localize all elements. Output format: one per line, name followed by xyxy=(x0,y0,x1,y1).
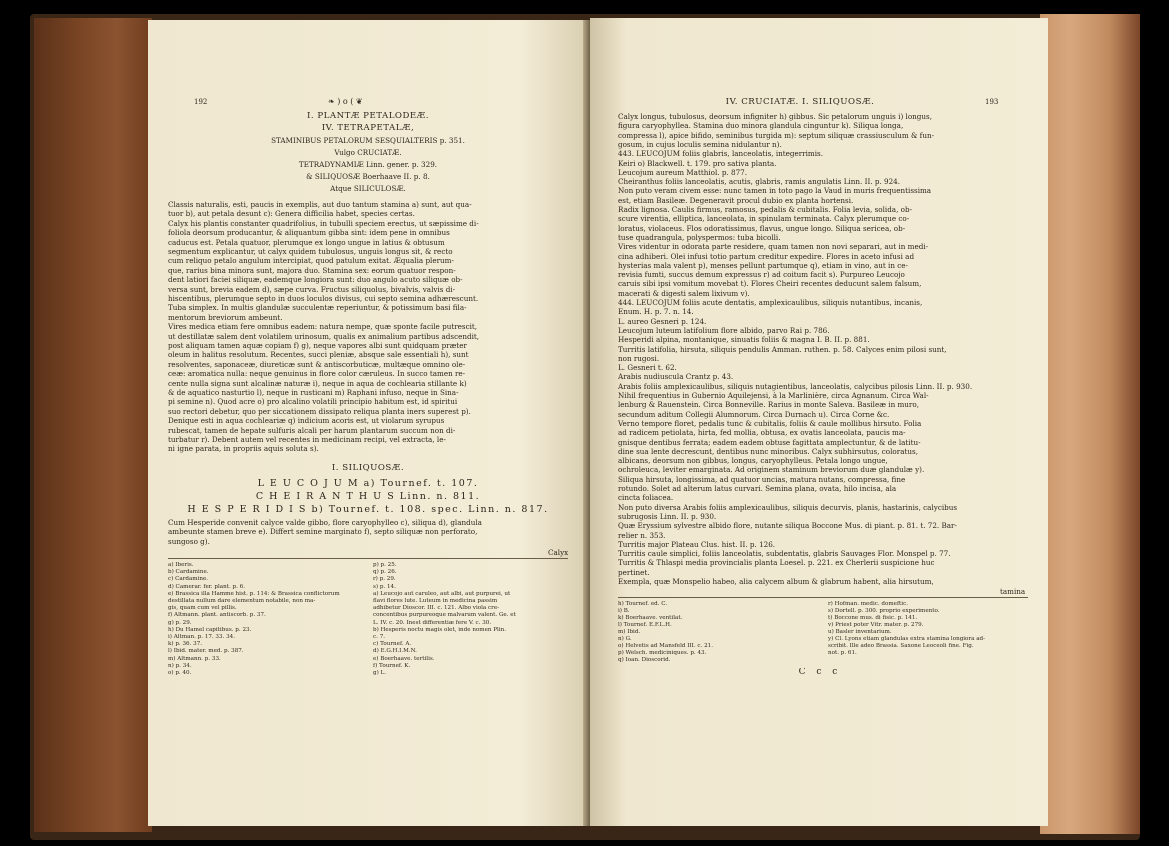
genus-line: L E U C O J U M a) Tournef. t. 107. xyxy=(257,478,479,488)
body-text-line: Radix lignosa. Caulis firmus, ramosus, pedalis & cubitalis. Folia levia, solida, ob- xyxy=(618,205,913,214)
body-text-line: L. aureo Gesneri p. 124. xyxy=(618,316,707,326)
footnote: e) Brassica illa Hamme hist. p. 114: & Brassica conflictorum xyxy=(168,590,340,597)
footnote: o) Helvetis ad Mansfeld III. c. 21. xyxy=(618,643,713,650)
footnote: g) L. xyxy=(373,670,387,676)
footnote: s) Dortell. p. 300. proprio experimento. xyxy=(828,608,940,615)
body-text-line: ambeunte stamen breve e). Differt semine marginato f), septo siliquæ non perforato, xyxy=(168,527,478,537)
body-text-line: Cheiranthus foliis lanceolatis, acutis, glabris, ramis angulatis Linn. II. p. 924. xyxy=(618,177,901,187)
footnote: d) Camerar. fer. plant. p. 6. xyxy=(168,583,245,590)
footnote: c) Cardamine. xyxy=(168,576,209,583)
body-text-line: Verno tempore floret, pedalis tunc & cubitalis, foliis & caule mollibus hirsuto. Folia xyxy=(618,418,922,428)
body-text-line: tuse quadrangula, polyspermos: tuba bicolli. xyxy=(618,232,781,242)
body-text-line: Calyx his plantis constanter quadrifolius, in tubulli speciem erectus, ut sæpissime di- xyxy=(168,218,479,228)
body-text-line: Leucojum aureum Matthiol. p. 877. xyxy=(618,167,748,177)
body-text-line: Tuba simplex. In multis glandulæ succulentæ reperiuntur, & potissimum basi fila- xyxy=(168,303,467,313)
body-text-line: Turritis latifolia, hirsuta, siliquis pendulis Amman. ruthen. p. 58. Calyces enim pilosi sunt, xyxy=(618,344,947,354)
body-text-line: 443. LEUCOJUM foliis glabris, lanceolatis, integerrimis. xyxy=(618,149,824,159)
body-text-line: rubescat, tamen de hepate sulfuris alcali per harum plantarum succum non di- xyxy=(168,425,456,435)
body-text-line: lenburg & Rauenstein. Circa Bonneville. Rarius in monte Saleva. Basileæ in muro, xyxy=(618,400,919,410)
body-text-line: Calyx longus, tubulosus, deorsum infigniter h) gibbus. Sic petalorum unguis i) longus, xyxy=(618,112,932,121)
footnote: m) Ibid. xyxy=(618,629,641,636)
body-text-line: 444. LEUCOJUM foliis acute dentatis, amplexicaulibus, siliquis nutantibus, incanis, xyxy=(618,298,923,307)
footnote: t) Boccone mus. di fisic. p. 141. xyxy=(828,615,918,622)
footnote: L. IV. c. 20. Inest differentiæ fere V. c. 30. xyxy=(373,619,492,626)
body-text-line: Arabis foliis amplexicaulibus, siliquis nutagientibus, lanceolatis, calycibus pilosis Linn. II. p. 930. xyxy=(618,381,973,391)
body-text-line: resolventes, saponaceæ, diureticæ sunt & antiscorbuticæ, multæque omnino ole- xyxy=(168,359,466,369)
body-text-line: post aliquam tamen aquæ copiam f) g), neque vapores albi sunt quidquam præter xyxy=(168,341,467,350)
body-text-line: dent latiori faciei siliquæ, eademque longiora sunt: duo angulo acuto siliquæ ob- xyxy=(168,275,463,285)
footnote: i) B. xyxy=(618,608,630,615)
page-number: 192 xyxy=(194,98,208,106)
section-heading: & SILIQUOSÆ Boerhaave II. p. 8. xyxy=(306,172,430,181)
ornament-header: ❧ ) o ( ❦ xyxy=(328,97,363,106)
footnote: r) p. 29. xyxy=(373,576,396,583)
left-page xyxy=(148,20,588,826)
body-text-line: Arabis nudiuscula Crantz p. 43. xyxy=(618,372,734,382)
body-text-line: caducus est. Petala quatuor, plerumque ex longo ungue in latius & obtusum xyxy=(168,237,445,247)
footnote: m) Altmann. p. 33. xyxy=(168,655,221,662)
body-text-line: turbatur r). Debent autem vel recentes in medicinam recipi, vel extracta, le- xyxy=(168,435,446,444)
body-text-line: ut destillatæ salem dent volatilem urinosum, qualis ex animalium partibus adscendit, xyxy=(168,331,480,341)
body-text-line: Nihil frequentius in Gubernio Aquilejensi, à la Marlinière, circa Agnanum. Circa Wal- xyxy=(618,391,929,400)
footnote: b) Hesperis noctu magis olet, inde nomen Plin. xyxy=(373,626,507,633)
body-text-line: Non puto veram civem esse: nunc tamen in toto pago la Vaud in muris frequentissima xyxy=(618,186,932,196)
body-text-line: mentorum breviorum ambeunt. xyxy=(168,312,283,322)
section-heading: TETRADYNAMIÆ Linn. gener. p. 329. xyxy=(298,160,438,169)
body-text-line: loratus, violaceus. Flos odoratissimus, flavus, ungue longo. Siliqua sericea, ob- xyxy=(618,223,906,233)
body-text-line: Classis naturalis, esti, paucis in exemplis, aut duo tantum stamina a) sunt, aut qua- xyxy=(168,200,472,209)
genus-line: C H E I R A N T H U S Linn. n. 811. xyxy=(255,491,481,501)
left-cover-edge xyxy=(34,18,152,832)
footnote: y) Cl. Lyons etiam glandulas extra stamina longiora ad- xyxy=(828,636,986,643)
footnote: gis, quam cum vel pillis. xyxy=(168,605,237,612)
running-head: IV. CRUCIATÆ. I. SILIQUOSÆ. xyxy=(725,98,875,107)
body-text-line: Exempla, quæ Monspelio habeo, alia calycem album & glabrum habent, alia hirsutum, xyxy=(618,577,934,586)
footnote: p) Welsch. mediciniques. p. 43. xyxy=(618,650,707,657)
footnote: l) Tournef. E.F.L.H. xyxy=(618,622,672,629)
footnote: scribit. Ille adeo Brassia. Saxone Leoceoli fine. Fig. xyxy=(828,643,974,650)
footnote: destillata nullum dare elementum notabile, non ma- xyxy=(168,598,316,604)
body-text-line: sungoso g). xyxy=(168,536,210,546)
footnote: f) Altmann. plant. antiscorb. p. 37. xyxy=(168,612,266,619)
footnote: v) Priest poter Vitr. mater. p. 279. xyxy=(828,622,924,629)
body-text-line: scure virentia, elliptica, lanceolata, in spinulam terminata. Calyx plerumque co- xyxy=(618,214,910,224)
body-text-line: tuor b), aut petala desunt c): Genera difficilia habet, species certas. xyxy=(168,209,415,219)
body-text-line: ad radicem petiolata, hirta, fed mollia, obtusa, ex ovatis lanceolata, paucis ma- xyxy=(618,428,906,438)
body-text-line: suo rectori debetur, quo per siccationem dissipato reliqua planta iners superest p). xyxy=(168,406,471,416)
footnote: c. 7. xyxy=(373,634,386,640)
body-text-line: Enum. H. p. 7. n. 14. xyxy=(618,307,694,317)
body-text-line: albicans, deorsum non gibbus, longus, caryophylleus. Petala longo ungue, xyxy=(618,456,888,466)
body-text-line: revisia fumti, succus demum expressus r) ad coitum facit s). Purpureo Leucojo xyxy=(618,270,905,280)
body-text-line: Hesperidi alpina, montanique, sinuatis foliis & magna I. B. II. p. 881. xyxy=(618,335,870,345)
body-text-line: pertinet. xyxy=(618,567,650,577)
body-text-line: versa sunt, brevia eadem d), sæpe curva. Fructus siliquolus, bivalvis, valvis di- xyxy=(168,284,456,294)
body-text-line: Denique esti in aqua cochleariæ q) indicium acoris est, ut violarum syrupus xyxy=(168,416,445,426)
genus-line: H E S P E R I D I S b) Tournef. t. 108. spec. Linn. n. 817. xyxy=(187,504,549,514)
body-text-line: cum reliquo petalo angulum intercipiat, quod patulum exitat. Æqualia plerum- xyxy=(168,256,454,266)
body-text-line: rotundo. Solet ad alterum latus curvari. Semina plana, ovata, hilo incisa, ala xyxy=(618,484,897,493)
body-text-line: ceæ: aromatica nulla: neque genuinus in flore color cæruleus. In succo tamen re- xyxy=(168,369,466,379)
footnote: n) G. xyxy=(618,636,632,643)
section-heading: Atque SILICULOSÆ. xyxy=(330,184,406,193)
body-text-line: secundum aditum Collegii Alumnorum. Circa Durnach u). Circa Corne &c. xyxy=(618,409,890,419)
body-text-line: dine sua lente decrescunt, dentibus nunc minoribus. Calyx subhirsutus, coloratus, xyxy=(618,446,918,456)
signature-mark: C c c xyxy=(798,668,842,678)
footnote: o) p. 40. xyxy=(168,670,192,676)
footnote-rule xyxy=(168,558,568,559)
body-text-line: Siliqua hirsuta, longissima, ad quatuor uncias, matura nutans, compressa, fine xyxy=(618,474,906,484)
footnote: r) Hofman. medic. domeftic. xyxy=(828,601,909,608)
footnote: h) Tournef. ed. C. xyxy=(618,601,668,608)
body-text-line: cente nulla signa sunt alcalinæ naturæ i), neque in aqua de cochlearia stillante k) xyxy=(168,378,467,388)
footnote: k) p. 36. 37. xyxy=(168,641,203,648)
body-text-line: Quæ Eryssium sylvestre albido flore, nutante siliqua Boccone Mus. di piant. p. 81. t. 72. Bar- xyxy=(618,521,957,531)
body-text-line: figura caryophyllea. Stamina duo minora glandula cinguntur k). Siliqua longa, xyxy=(618,121,904,131)
body-text-line: oleum in halitus resolutum. Recentes, succi pleniæ, absque sale essentiali h), sunt xyxy=(168,350,469,360)
page-number: 193 xyxy=(985,98,999,106)
section-title: I. SILIQUOSÆ. xyxy=(331,463,405,473)
body-text-line: L. Gesneri t. 62. xyxy=(618,363,677,373)
body-text-line: ni igne parata, in propriis aquis soluta s). xyxy=(168,444,319,454)
body-text-line: Vires videntur in odorata parte residere, quam tamen non novi separari, aut in medi- xyxy=(618,242,929,252)
body-text-line: ochroleuca, leviter emarginata. Ad originem staminum breviorum duæ glandulæ y). xyxy=(618,465,925,475)
section-heading: Vulgo CRUCIATÆ. xyxy=(334,148,402,157)
body-text-line: Leucojum luteum latifolium flore albido, parvo Rai p. 786. xyxy=(618,325,830,335)
footnote: concentibus purpureoque malvarum valent. Ge. et xyxy=(373,612,516,619)
body-text-line: pi semine n). Quod acre o) pro alcalino volatili principio habitum est, id spiritui xyxy=(168,397,458,407)
footnote: d) E.G.H.I.M.N. xyxy=(373,648,417,655)
section-heading: STAMINIBUS PETALORUM SESQUIALTERIS p. 351. xyxy=(271,136,465,145)
body-text-line: Non puto diversa Arabis foliis amplexicaulibus, siliquis decurvis, planis, hastarinis, calycibus xyxy=(618,502,958,512)
body-text-line: que, rarius bina minora sunt, majora duo. Stamina sex: eorum quatuor respon- xyxy=(168,265,456,275)
footnote: u) Basler inventarium. xyxy=(828,629,892,636)
footnote: e) Boerhaave. tertilis. xyxy=(373,655,435,662)
footnote: a) Leucojo aut caruleo, aut albi, aut purpurei, ut xyxy=(373,590,511,597)
footnote: adhibetur Dioscor. III. c. 121. Albo viola cre- xyxy=(373,605,500,612)
body-text-line: subrugosis Linn. II. p. 930. xyxy=(618,511,717,521)
right-page xyxy=(590,18,1048,826)
body-text-line: Vires medica etiam fere omnibus eadem: natura nempe, quæ sponte facile putrescit, xyxy=(168,322,478,332)
footnote: n) p. 34. xyxy=(168,662,192,669)
body-text-line: Turritis caule simplici, foliis lanceolatis, subdentatis, glabris Sauvages Flor. Monspel p. 77. xyxy=(618,549,951,559)
body-text-line: & de aquatico nasturtio l), neque in rusticani m) Raphani infuso, neque in Sina- xyxy=(168,388,459,397)
catchword: tamina xyxy=(1000,587,1026,597)
footnote: q) Ioan. Dioscorid. xyxy=(618,657,671,664)
footnote: h) Du Hamel capitibus. p. 23. xyxy=(168,626,252,633)
body-text-line: Turritis major Plateau Clus. hist. II. p. 126. xyxy=(618,539,776,549)
body-text-line: Keiri o) Blackwell. t. 179. pro sativa planta. xyxy=(618,158,777,168)
footnote: p) p. 25. xyxy=(373,562,397,568)
body-text-line: gosum, in cujus loculis semina nidulantur n). xyxy=(618,139,782,149)
footnote: g) p. 29. xyxy=(168,619,192,626)
footnote: s) p. 14. xyxy=(373,583,396,590)
body-text-line: macerati & digesti salem lixivum v). xyxy=(618,288,750,298)
footnote: flavi flores lute. Luteum in medicina passim xyxy=(373,598,498,604)
body-text-line: cina adhiberi. Olei infusi totio partum creditur expedire. Flores in aceto infusi ad xyxy=(618,251,915,261)
footnote-rule xyxy=(618,597,1028,598)
footnote: k) Boerhaave. ventilat. xyxy=(618,615,683,622)
footnote: q) p. 26. xyxy=(373,569,397,576)
body-text-line: Cum Hesperide convenit calyce valde gibbo, flore caryophylleo c), siliqua d), glandula xyxy=(168,517,482,527)
section-heading: IV. TETRAPETALÆ, xyxy=(321,124,415,133)
right-page-edges xyxy=(1040,14,1140,834)
catchword: Calyx xyxy=(548,548,569,557)
footnote: l) Ibid. mater. med. p. 387. xyxy=(168,648,244,655)
body-text-line: caruis sibi ipsi vomitum movebat t). Flores Cheiri recentes deducunt salem falsum, xyxy=(618,279,922,289)
body-text-line: compressa l), apice bifido, seminibus turgida m): septum siliquæ crassiusculum & fun- xyxy=(618,130,935,140)
footnote: f) Tournef. K. xyxy=(373,662,411,669)
body-text-line: foliola deorsum producantur, & aliquantum gibba sint: idem pene in omnibus xyxy=(168,228,450,238)
body-text-line: cincta foliacea. xyxy=(618,493,674,503)
footnote: c) Tournef. A. xyxy=(373,641,412,648)
body-text-line: segmentum explicantur, ut calyx quidem tubulosus, unguis longus sit, & recto xyxy=(168,247,453,256)
footnote: not. p. 61. xyxy=(828,650,857,657)
body-text-line: gnisque dentibus ferrata; eadem eadem obtuse fagittata amplectuntur, & de latitu- xyxy=(618,437,921,447)
footnote: a) Iberis. xyxy=(168,562,194,568)
body-text-line: hysterias mala valent p), menses pellunt partumque q), etiam in vino, aut in ce- xyxy=(618,260,908,270)
body-text-line: non rugosi. xyxy=(618,353,660,363)
body-text-line: relier n. 353. xyxy=(618,530,666,540)
body-text-line: Turritis & Thlaspi media provincialis planta Loesel. p. 221. ex Cherlerii suspicione huc xyxy=(618,558,935,568)
footnote: i) Altman. p. 17. 33. 34. xyxy=(168,634,236,640)
footnote: b) Cardamine. xyxy=(168,569,209,576)
body-text-line: hiscentibus, plerumque septo in duos loculos divisus, cui septo semina adhærescunt. xyxy=(168,294,479,303)
section-heading: I. PLANTÆ PETALODEÆ. xyxy=(307,112,429,121)
body-text-line: est, etiam Basileæ. Degeneravit procul dubio ex planta hortensi. xyxy=(618,195,854,205)
